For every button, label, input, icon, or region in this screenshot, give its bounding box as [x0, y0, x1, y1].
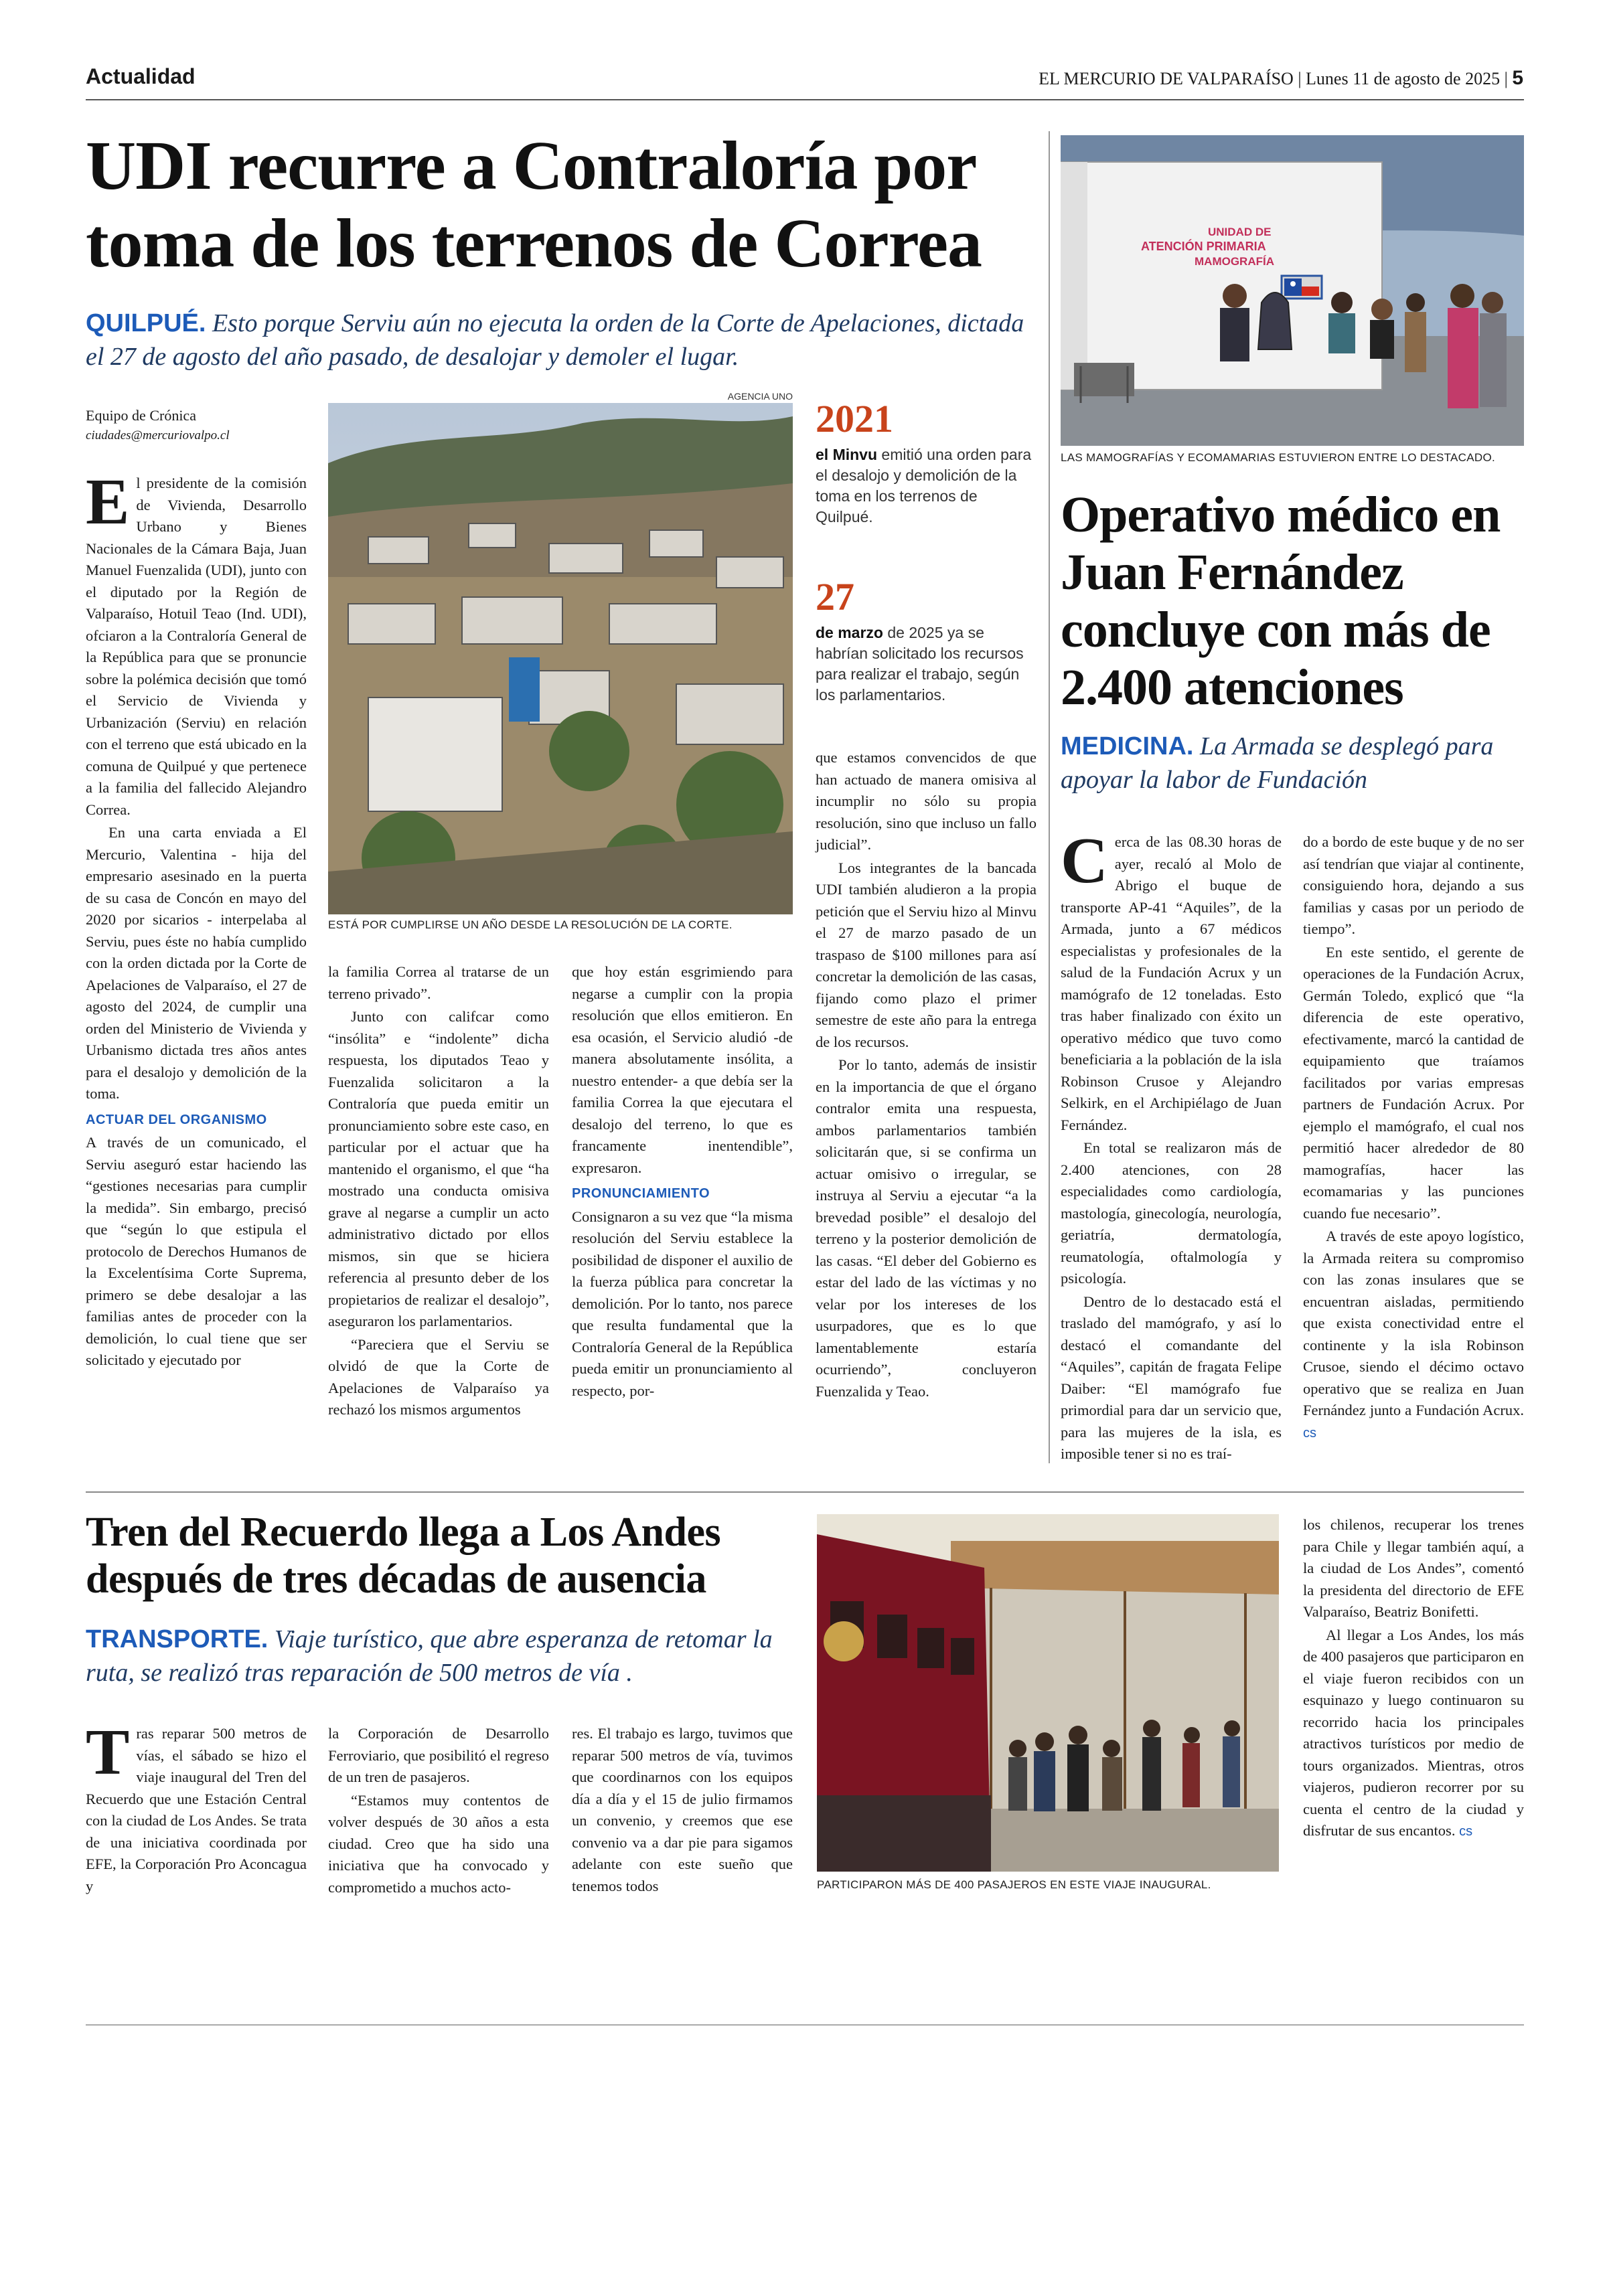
photo-sign-line3: MAMOGRAFÍA [1195, 255, 1274, 268]
story2-col2-paragraph-3: A través de este apoyo logístico, la Armada reitera su compromiso con las zonas insulares que se encuentran aisladas, permitiendo que exista conectividad entre el continente y la isla Robinson Crusoe, siendo el décimo octavo operativo que se realiza en Juan Fernández junto a Fundación Acrux. cs [1303, 1228, 1524, 1441]
photo-sign-line2: UNIDAD DE [1208, 226, 1272, 238]
story3-column-4 [1303, 1514, 1524, 1844]
fact1-text: emitió una orden para el desalojo y demolición de la toma en los terrenos de Quilpué. [816, 446, 1032, 525]
story3-col2-paragraph-2: “Estamos muy contentos de volver después de 30 años a esta ciudad. Creo que ha sido una iniciativa que ha convocado y comprometido a muchos acto- [328, 1791, 549, 1896]
story1-col2-paragraph-3: “Pareciera que el Serviu se olvidó de que la Corte de Apelaciones de Valparaíso ya rechazó los mismos argumentos [328, 1335, 549, 1418]
masthead: EL MERCURIO DE VALPARAÍSO | Lunes 11 de agosto de 2025 | 5 [1039, 67, 1523, 89]
story2-col1-paragraph-1: Cerca de las 08.30 horas de ayer, recaló al Molo de Abrigo el buque de transporte AP-41 “Aquiles”, de la Armada, junto a 67 médicos especialistas y profesionales de la salud de la Fundación Acrux y un mamógrafo de 12 toneladas. Esto tras haber finalizado con éxito un operativo médico que tuvo como beneficiaria a la población de la isla Robinson Crusoe y Alejandro Selkirk, en el Archipiélago de Juan Fernández. [1061, 825, 1282, 1133]
section-name: Actualidad [86, 64, 196, 88]
bottom-rule [86, 2024, 1524, 2026]
story2-headline: Operativo médico en Juan Fernández concluye con más de 2.400 atenciones [1061, 487, 1501, 716]
story1-photo-caption: ESTÁ POR CUMPLIRSE UN AÑO DESDE LA RESOLUCIÓN DE LA CORTE. [328, 918, 733, 931]
story1-subhead-2: PRONUNCIAMIENTO [572, 1186, 710, 1201]
story3-col3-paragraph-1: res. El trabajo es largo, tuvimos que reparar 500 metros de vía, tuvimos que coordinarnos con los equipos día a día y el 15 de julio firmamos un convenio, y creemos que ese convenio va a dar pie para sigamos adelante con este sueño que tenemos todos [572, 1725, 793, 1894]
story1-photo-credit: AGENCIA UNO [727, 391, 793, 402]
story1-fact2 [816, 577, 1037, 706]
story3-column-2 [328, 1723, 549, 1900]
story3-column-1 [86, 1716, 307, 1898]
story3-col4-paragraph-1: los chilenos, recuperar los trenes para Chile y llegar también aquí, a la ciudad de Los Andes”, comentó la presidenta del directorio de EFE Valparaíso, Beatriz Bonifetti. [1303, 1516, 1524, 1620]
fact2-bold: de marzo [816, 624, 883, 641]
story1-column-4 [816, 747, 1037, 1404]
story3-col4-paragraph-2: Al llegar a Los Andes, los más de 400 pasajeros que participaron en el viaje fueron recibidos con un esquinazo y luego continuaron su recorrido hacia los principales atractivos turísticos por medio de tours organizados. Mientras, otros viajeros, pudieron recorrer por su cuenta el centro de la ciudad y disfrutar de sus encantos. cs [1303, 1626, 1524, 1839]
story2-col1-paragraph-2: En total se realizaron más de 2.400 atenciones, con 28 especialidades como cardiología, mastología, ginecología, neurología, geriatría, dermatología, reumatología, oftalmología y psicología. [1061, 1139, 1282, 1287]
story2-lead-text: La Armada se desplegó para apoyar la labor de Fundación [1061, 732, 1494, 794]
story1-dropcap: E [86, 466, 130, 538]
story3-dropcap: T [86, 1716, 130, 1789]
story1-col2-paragraph-2: Junto con califcar como “insólita” e “indolente” dicha respuesta, los diputados Teao y Fuenzalida solicitaron a la Contraloría que pueda emitir un pronunciamiento sobre este caso, en particular por el actuar que ha mantenido el organismo, el que “ha mostrado una conducta omisiva grave al negarse a cumplir un acto administrativo dictado por ellos mismos, sin que se hiciera referencia al presunto deber de los propietarios de realizar el desalojo”, aseguraron los parlamentarios. [328, 1008, 549, 1329]
story1-col4-paragraph-1: que estamos convencidos de que han actuado de manera omisiva al incumplir no sólo su propia resolución, sino que incluso un fallo judicial”. [816, 749, 1037, 853]
story1-col1-paragraph-3: A través de un comunicado, el Serviu aseguró estar haciendo las “gestiones necesarias para cumplir la medida”. Sin embargo, precisó que “según lo que estipula el protocolo de Derechos Humanos de la Excelentísima Corte Suprema, primero se debe desalojar a las familias antes de proceder con la demolición, lo cual tiene que ser solicitado y ejecutado por [86, 1134, 307, 1368]
story-separator [86, 1491, 1524, 1493]
story3-lead-tag: TRANSPORTE. [86, 1625, 269, 1653]
photo-sign-line1: ATENCIÓN PRIMARIA [1141, 240, 1266, 253]
story3-column-3 [572, 1723, 793, 1898]
story1-subhead-1: ACTUAR DEL ORGANISMO [86, 1112, 267, 1127]
story2-lead-tag: MEDICINA. [1061, 732, 1194, 760]
page-number: 5 [1512, 67, 1523, 89]
story1-fact1 [816, 399, 1037, 527]
story2-photo-caption: LAS MAMOGRAFÍAS Y ECOMAMARIAS ESTUVIERON ENTRE LO DESTACADO. [1061, 451, 1496, 464]
story1-email: ciudades@mercuriovalpo.cl [86, 428, 230, 442]
story1-column-3 [572, 961, 793, 1403]
issue-date: Lunes 11 de agosto de 2025 [1306, 69, 1501, 88]
story3-col1-paragraph-1: Tras reparar 500 metros de vías, el sábado se hizo el viaje inaugural del Tren del Recuerdo que une Estación Central con la ciudad de Los Andes. Se trata de una iniciativa coordinada por EFE, la Corporación Pro Aconcagua y [86, 1716, 307, 1894]
story1-column-1 [86, 466, 307, 1373]
story3-lead-text: Viaje turístico, que abre esperanza de retomar la ruta, se realizó tras reparación de 500 metros de vía . [86, 1625, 773, 1687]
story1-byline: Equipo de Crónica [86, 407, 196, 424]
fact1-bold: el Minvu [816, 446, 878, 463]
fact2-number: 27 [816, 575, 854, 619]
story2-col1-paragraph-3: Dentro de lo destacado está el traslado del mamógrafo, y así lo destacó el comandante del “Aquiles”, capitán de fragata Felipe Daiber: “El mamógrafo fue primordial para dar un servicio que, para las mujeres de la isla, es imposible tener si no es traí- [1061, 1293, 1282, 1462]
story2-column-2 [1303, 831, 1524, 1445]
fact1-number: 2021 [816, 397, 893, 440]
header-rule [86, 99, 1524, 100]
fact2-text: de 2025 ya se habrían solicitado los recursos para realizar el trabajo, según los parlamentarios. [816, 624, 1024, 704]
story2-dropcap: C [1061, 825, 1108, 897]
story1-headline: UDI recurre a Contraloría por toma de los terrenos de Correa [86, 127, 982, 282]
story1-col1-paragraph: El presidente de la comisión de Vivienda, Desarrollo Urbano y Bienes Nacionales de la Cámara Baja, Juan Manuel Fuenzalida (UDI), junto con el diputado por la Región de Valparaíso, Hotuil Teao (Ind. UDI), ofciaron a la Contraloría General de la República para que se pronuncie sobre la polémica decisión que tomó el Servicio de Vivienda y Urbanización (Serviu) en relación con el terreno que está ubicado en la comuna de Quilpué y que pertenece a la familia del fallecido Alejandro Correa. [86, 466, 307, 818]
story3-end-mark: cs [1459, 1824, 1473, 1839]
story2-photo [1061, 135, 1524, 446]
story3-photo [817, 1514, 1279, 1872]
story3-col2-paragraph-1: la Corporación de Desarrollo Ferroviario, que posibilitó el regreso de un tren de pasajeros. [328, 1725, 549, 1785]
story1-col4-paragraph-3: Por lo tanto, además de insistir en la importancia de que el órgano contralor emita una respuesta, ambos parlamentarios también solicitarán que, si se confirma un actuar omisivo o irregular, se instruya al Serviu a ejecutar “a la brevedad posible” el desalojo del terreno y la posterior demolición de las casas. “El deber del Gobierno es estar del lado de las víctimas y no velar por los intereses de los usurpadores, que es lo que lamentablemente estaría ocurriendo”, concluyeron Fuenzalida y Teao. [816, 1056, 1037, 1400]
story1-col2-paragraph-1: la familia Correa al tratarse de un terreno privado”. [328, 963, 549, 1002]
story1-col3-paragraph-2: Consignaron a su vez que “la misma resolución del Serviu establece la posibilidad de disponer el auxilio de la fuerza pública para concretar la demolición. Por lo tanto, nos parece que resulta fundamental que la Contraloría General de la República pueda emitir un pronunciamiento al respecto, por- [572, 1208, 793, 1399]
story3-lead [86, 1623, 816, 1690]
story1-col4-paragraph-2: Los integrantes de la bancada UDI también aludieron a la propia petición que el Serviu hizo al Minvu el 27 de marzo pasado de un traspaso de $100 millones para así concretar la demolición de las casas, fijando como plazo el primer semestre de este año para la entrega de los recursos. [816, 859, 1037, 1050]
story2-lead [1061, 730, 1524, 797]
story3-photo-caption: PARTICIPARON MÁS DE 400 PASAJEROS EN ESTE VIAJE INAUGURAL. [817, 1878, 1211, 1891]
story1-col3-paragraph-1: que hoy están esgrimiendo para negarse a cumplir con la propia resolución que ellos emitieron. En esa ocasión, el Servicio aludió -de manera absolutamente insólita, a nuestro entender- a que debía ser la familia Correa la que ejecutara el desalojo del terreno, lo que es francamente inentendible”, expresaron. [572, 963, 793, 1176]
story1-lead [86, 307, 1037, 374]
story2-col2-paragraph-1: do a bordo de este buque y de no ser así tendrían que viajar al continente, consiguiendo hora, dejando a sus familias y casas por un periodo de tiempo”. [1303, 833, 1524, 937]
story1-lead-tag: QUILPUÉ. [86, 309, 206, 337]
story3-headline: Tren del Recuerdo llega a Los Andes después de tres décadas de ausencia [86, 1509, 721, 1602]
story1-col1-paragraph-2: En una carta enviada a El Mercurio, Valentina - hija del empresario asesinado en la puerta de su casa de Concón en mayo del 2020 por sicarios - interpelaba al Serviu, pues éste no había cumplido con la orden dictada por la Corte de Apelaciones de Valparaíso, el 27 de agosto del 2024, de cumplir una orden del Ministerio de Vivienda y Urbanismo dictada tres años antes para el desalojo y demolición de la toma. [86, 824, 307, 1102]
story2-column-1 [1061, 825, 1282, 1467]
story2-end-mark: cs [1303, 1425, 1316, 1441]
story2-col2-paragraph-2: En este sentido, el gerente de operaciones de la Fundación Acrux, Germán Toledo, explicó que “la diferencia de este operativo, efectivamente, marcó la cantidad de equipamiento que traíamos facilitados por varias empresas partners de Fundación Acrux. Por ejemplo el mamógrafo, el cual nos permitió hacer alrededor de 80 mamografías, hacer las ecomamarias y las punciones cuando fue necesario”. [1303, 943, 1524, 1222]
story1-photo [328, 403, 793, 914]
publication-name: EL MERCURIO DE VALPARAÍSO [1039, 69, 1294, 88]
story1-column-2 [328, 961, 549, 1422]
column-separator [1049, 131, 1050, 1463]
story1-lead-text: Esto porque Serviu aún no ejecuta la orden de la Corte de Apelaciones, dictada el 27 de agosto del año pasado, de desalojar y demoler el lugar. [86, 309, 1024, 371]
